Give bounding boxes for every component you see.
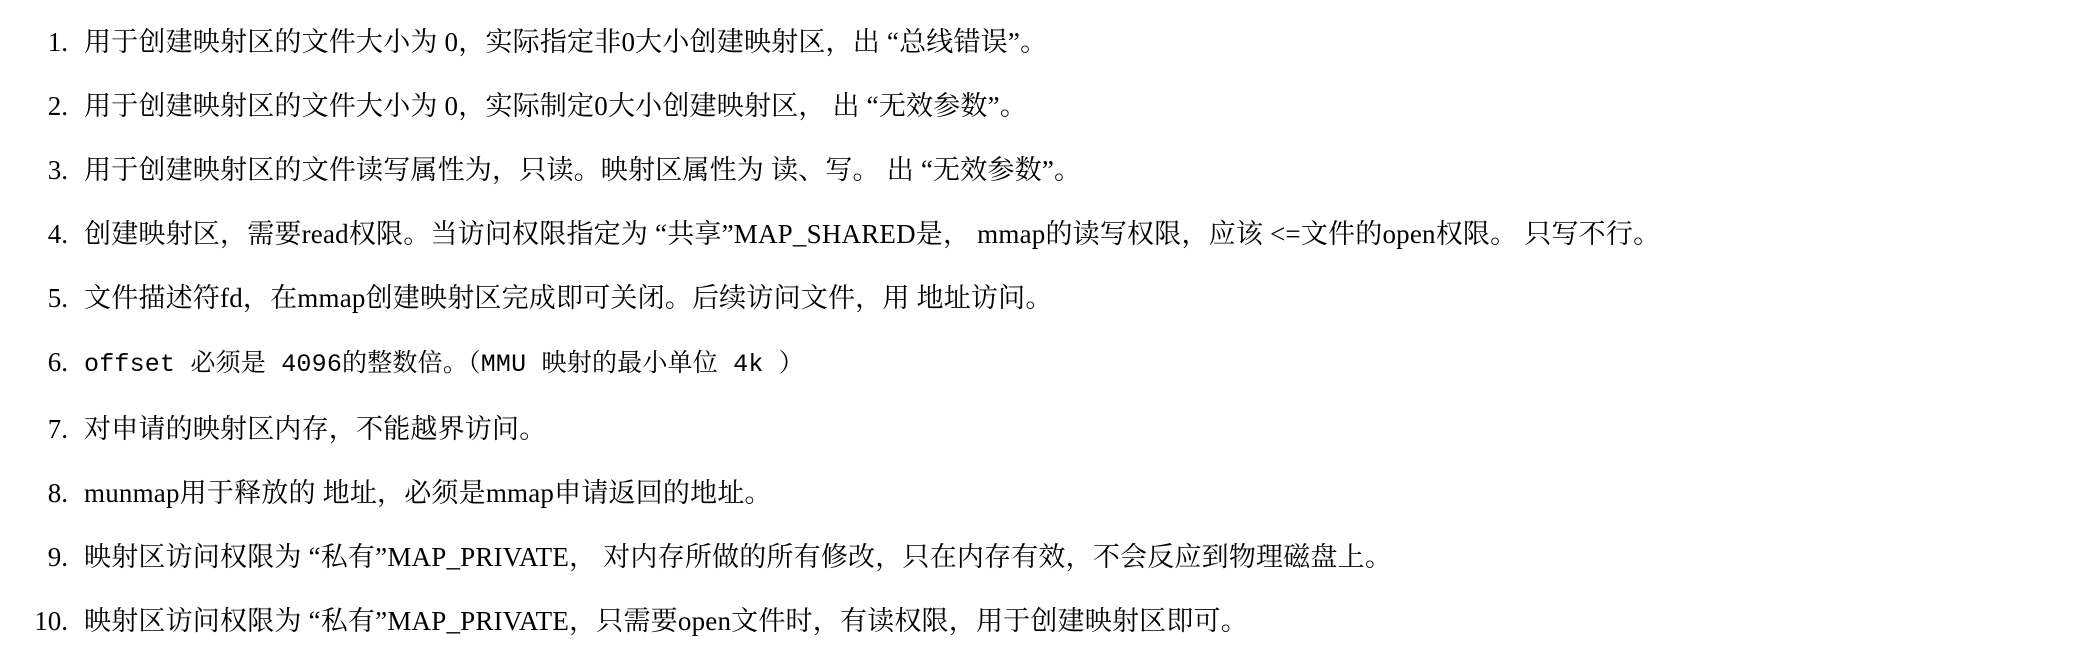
list-item-marker: 7. — [47, 414, 68, 444]
list-item-text: 对申请的映射区内存，不能越界访问。 — [84, 414, 547, 444]
list-item — [0, 266, 2088, 330]
list-item — [0, 202, 2088, 266]
list-item-text: 用于创建映射区的文件读写属性为，只读。映射区属性为 读、写。 出 “无效参数”。 — [84, 155, 1082, 185]
list-item-marker: 1. — [47, 27, 68, 57]
list-item — [0, 589, 2088, 653]
list-item — [0, 397, 2088, 461]
list-item-marker: 10. — [34, 606, 68, 636]
list-item-marker: 2. — [47, 91, 68, 121]
list-item — [0, 330, 2088, 397]
list-item-text: munmap用于释放的 地址，必须是mmap申请返回的地址。 — [84, 478, 772, 508]
list-item — [0, 525, 2088, 589]
list-item-text: 创建映射区，需要read权限。当访问权限指定为 “共享”MAP_SHARED是， mmap的读写权限，应该 <=文件的open权限。 只写不行。 — [84, 219, 1661, 249]
list-item — [0, 461, 2088, 525]
list-item-marker: 6. — [47, 347, 68, 377]
list-item-text: 用于创建映射区的文件大小为 0，实际制定0大小创建映射区， 出 “无效参数”。 — [84, 91, 1028, 121]
list-item-text: 映射区访问权限为 “私有”MAP_PRIVATE， 对内存所做的所有修改，只在内存有效，不会反应到物理磁盘上。 — [84, 542, 1393, 572]
list-item-text: 文件描述符fd，在mmap创建映射区完成即可关闭。后续访问文件，用 地址访问。 — [84, 283, 1053, 313]
list-item-text: offset 必须是 4096的整数倍。（MMU 映射的最小单位 4k ） — [84, 350, 804, 379]
list-item-text: 映射区访问权限为 “私有”MAP_PRIVATE，只需要open文件时，有读权限，用于创建映射区即可。 — [84, 606, 1248, 636]
list-item — [0, 138, 2088, 202]
list-item — [0, 10, 2088, 74]
list-item-marker: 5. — [47, 283, 68, 313]
list-item-marker: 9. — [47, 542, 68, 572]
list-item-text: 用于创建映射区的文件大小为 0，实际指定非0大小创建映射区，出 “总线错误”。 — [84, 27, 1048, 57]
list-item-marker: 4. — [47, 219, 68, 249]
list-item-marker: 8. — [47, 478, 68, 508]
list-item — [0, 74, 2088, 138]
note-list — [0, 10, 2088, 653]
list-item-marker: 3. — [47, 155, 68, 185]
